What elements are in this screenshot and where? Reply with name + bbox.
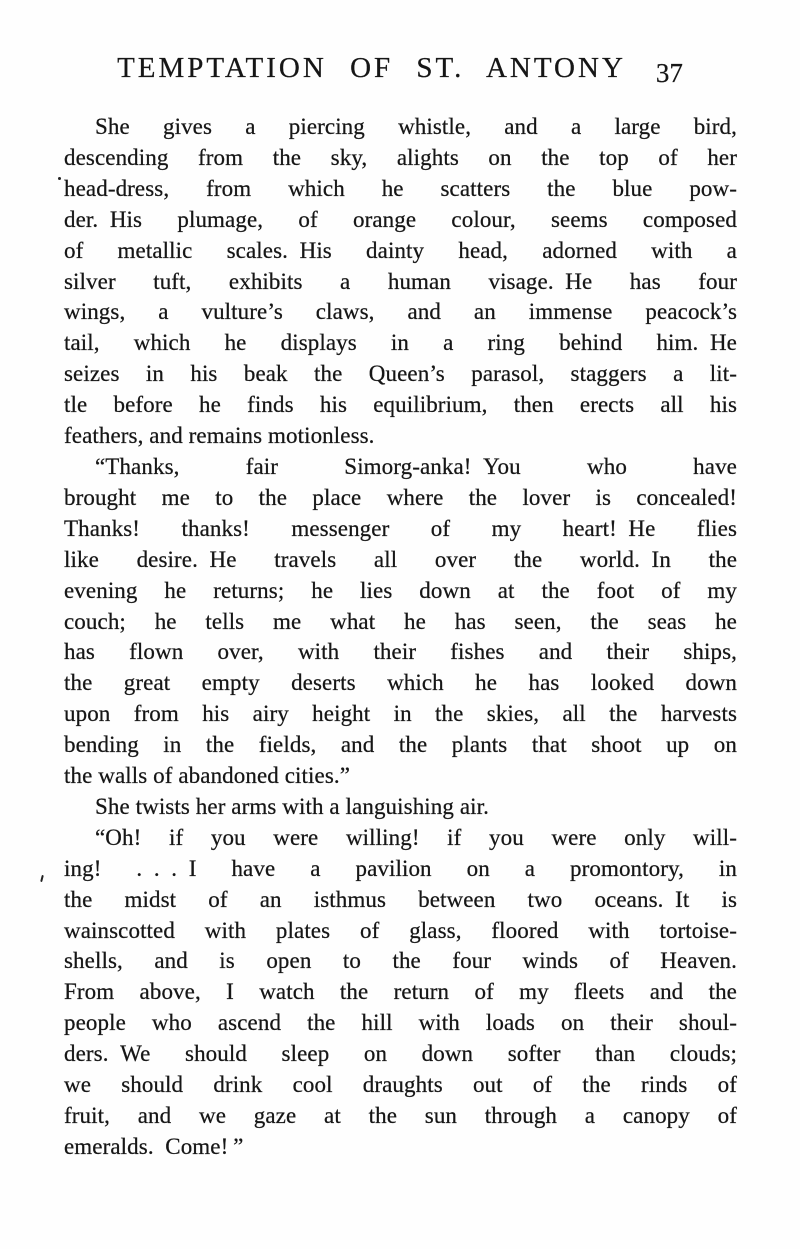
text-line: emeralds. Come! ” <box>64 1133 244 1159</box>
text-line: evening he returns; he lies down at the foot of my <box>64 577 737 603</box>
text-line: fruit, and we gaze at the sun through a canopy of <box>64 1103 737 1128</box>
paragraph <box>64 823 737 1163</box>
text-line: couch; he tells me what he has seen, the seas he <box>64 608 737 634</box>
ink-speck <box>58 177 61 180</box>
paragraph <box>64 452 737 792</box>
text-line: “Thanks, fair Simorg-anka! You who have <box>95 453 737 479</box>
text-line: of metallic scales. His dainty head, adorned with a <box>64 237 737 263</box>
text-line: tail, which he displays in a ring behind him. He <box>64 330 737 356</box>
paragraph <box>64 792 737 823</box>
text-line: like desire. He travels all over the world. In the <box>64 546 737 572</box>
text-line: people who ascend the hill with loads on their shoul- <box>64 1010 737 1036</box>
text-line: From above, I watch the return of my fleets and the <box>64 979 737 1005</box>
text-line: the midst of an isthmus between two oceans. It is <box>64 886 737 912</box>
text-line: Thanks! thanks! messenger of my heart! He flies <box>64 515 737 541</box>
text-line: She twists her arms with a languishing air. <box>95 793 489 819</box>
text-line: the great empty deserts which he has looked down <box>64 670 737 696</box>
running-header <box>0 52 800 88</box>
text-line: ders. We should sleep on down softer than clouds; <box>64 1041 737 1067</box>
text-line: seizes in his beak the Queen’s parasol, staggers a lit- <box>64 361 737 387</box>
text-line: descending from the sky, alights on the top of her <box>64 144 737 170</box>
page-header-title: TEMPTATION OF ST. ANTONY <box>117 52 626 84</box>
text-line: head-dress, from which he scatters the blue pow- <box>64 175 737 201</box>
text-line: the walls of abandoned cities.” <box>64 763 351 789</box>
text-line: upon from his airy height in the skies, all the harvests <box>64 701 737 727</box>
text-body <box>64 112 737 1163</box>
text-line: She gives a piercing whistle, and a large bird, <box>95 114 737 139</box>
text-line: has flown over, with their fishes and their ships, <box>64 639 737 665</box>
text-line: we should drink cool draughts out of the rinds of <box>64 1072 737 1098</box>
text-line: tle before he finds his equilibrium, then erects all his <box>64 392 737 418</box>
text-line: silver tuft, exhibits a human visage. He has four <box>64 268 737 294</box>
text-line: brought me to the place where the lover is concealed! <box>64 484 737 510</box>
ink-speck <box>40 875 44 882</box>
text-line: wings, a vulture’s claws, and an immense peacock’s <box>64 299 737 325</box>
text-line: ing! . . . I have a pavilion on a promontory, in <box>64 855 737 881</box>
text-line: der. His plumage, of orange colour, seems composed <box>64 206 737 232</box>
text-line: “Oh! if you were willing! if you were only will- <box>95 824 737 850</box>
text-line: bending in the fields, and the plants that shoot up on <box>64 732 737 758</box>
text-line: shells, and is open to the four winds of Heaven. <box>64 948 737 974</box>
text-line: wainscotted with plates of glass, floored with tortoise- <box>64 917 737 943</box>
paragraph <box>64 112 737 452</box>
page-number: 37 <box>655 58 683 88</box>
text-line: feathers, and remains motionless. <box>64 423 375 449</box>
